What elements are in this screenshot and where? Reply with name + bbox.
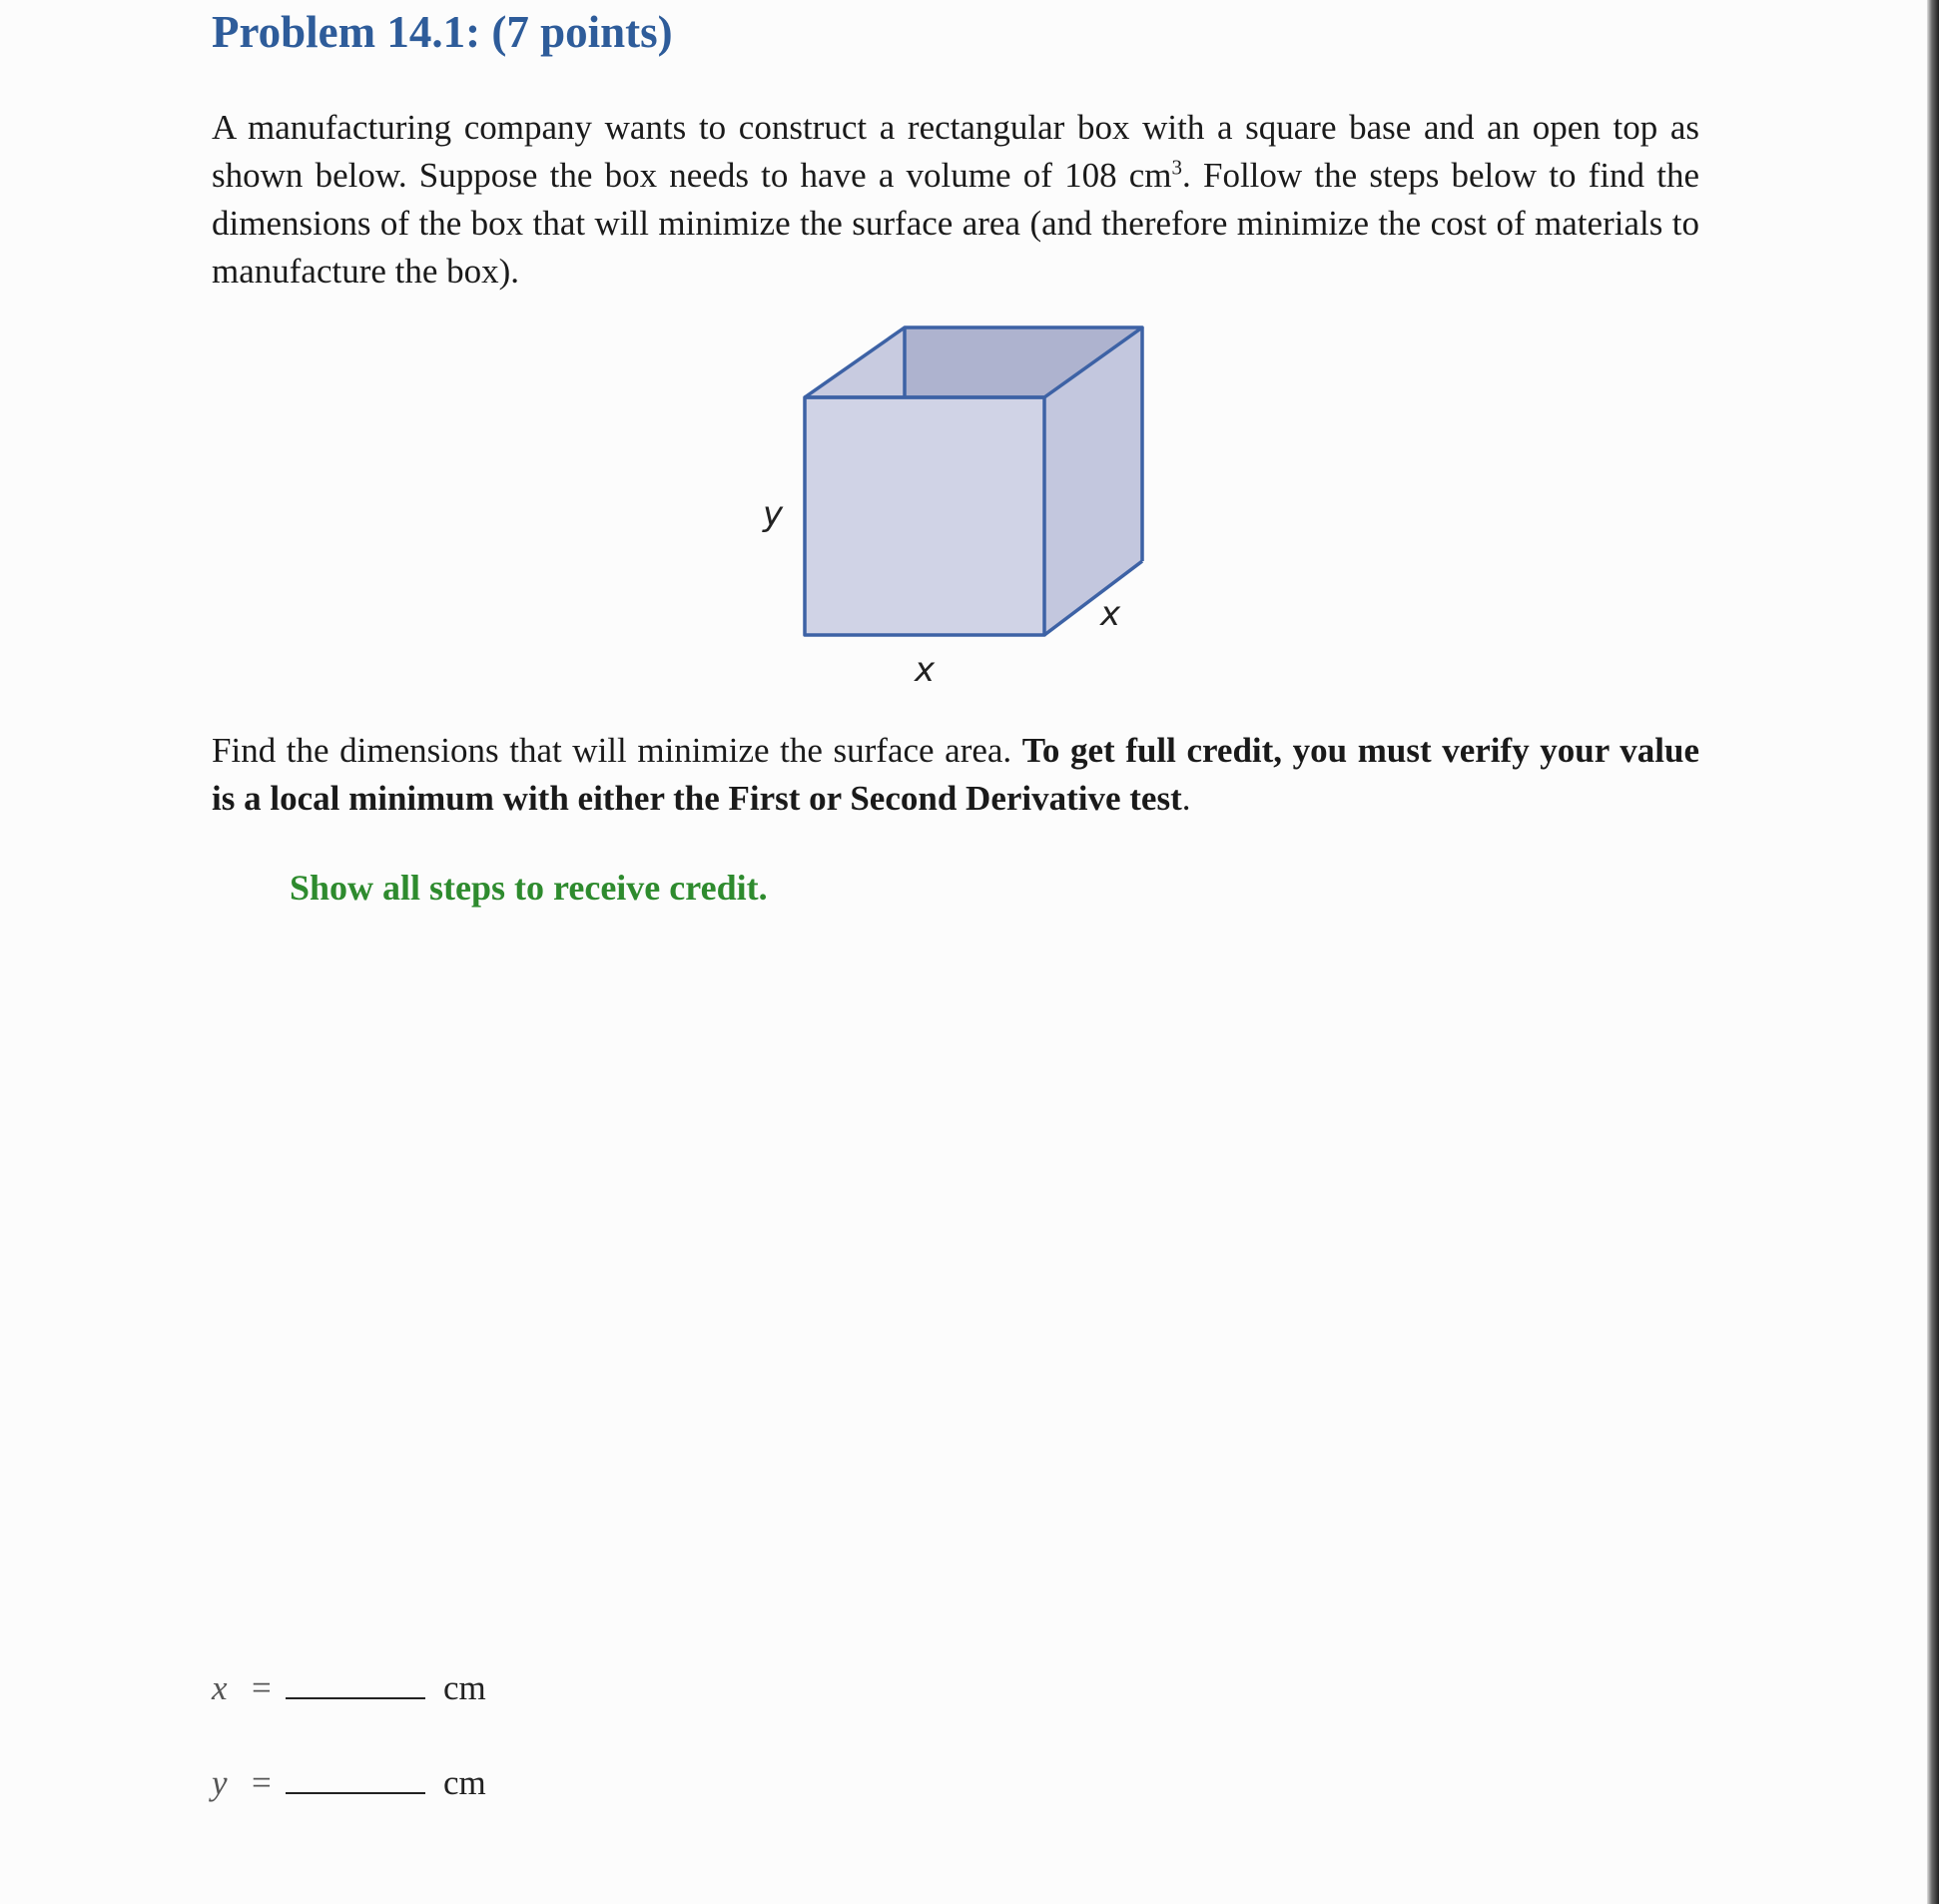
intro-superscript: 3 [1171, 155, 1183, 180]
answer-x-variable: x [212, 1668, 228, 1707]
page-edge-shadow [1927, 0, 1939, 1904]
answer-x-equals: = [252, 1668, 272, 1707]
answer-row-y [212, 1762, 486, 1803]
intro-tail: . Follow the steps below to find the dimensions of the box that will minimize the surface area (and therefore minimize the cost of materials to manufacture the box). [212, 156, 1700, 291]
find-end: . [1181, 779, 1191, 818]
full-credit-requirement: To get full credit, you must verify your value is a local minimum with either the First or Second Derivative test [212, 731, 1699, 818]
width-label: x [915, 650, 936, 689]
find-text: Find the dimensions that will minimize the surface area. [212, 731, 1022, 770]
open-box-figure [739, 310, 1178, 694]
answer-x-unit: cm [443, 1668, 486, 1707]
answer-row-x [212, 1667, 486, 1708]
box-front-face [805, 397, 1044, 635]
show-steps-note: Show all steps to receive credit. [290, 868, 768, 908]
answer-y-blank[interactable] [286, 1762, 425, 1794]
height-label: y [763, 494, 784, 534]
answer-x-blank[interactable] [286, 1667, 425, 1699]
open-box-diagram [739, 310, 1178, 689]
answer-y-variable: y [212, 1763, 228, 1802]
problem-intro [212, 104, 1699, 296]
problem-title: Problem 14.1: (7 points) [212, 7, 673, 57]
intro-lead: A manufacturing company wants to construct a rectangular box with a square base and an open top as shown below. Suppose the box needs to have a volume of 108 cm [212, 108, 1699, 195]
depth-label: x [1100, 594, 1121, 634]
answer-y-unit: cm [443, 1763, 486, 1802]
answer-y-equals: = [252, 1763, 272, 1802]
find-instructions [212, 727, 1699, 823]
